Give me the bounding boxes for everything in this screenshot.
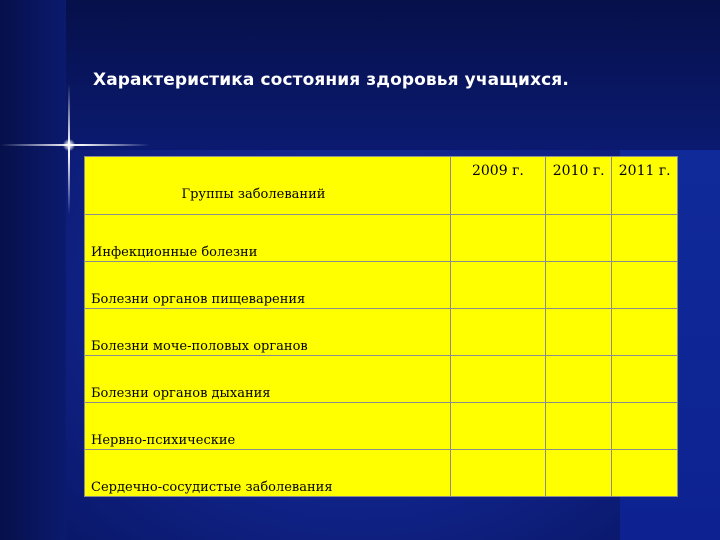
slide-title: Характеристика состояния здоровья учащихся. <box>93 70 569 90</box>
row-label: Болезни органов пищеварения <box>85 262 451 309</box>
left-strip <box>0 0 66 540</box>
sparkle-horizontal <box>0 144 150 146</box>
cell-2010 <box>545 356 611 403</box>
header-group-cell: Группы заболеваний <box>85 157 451 215</box>
cell-2009 <box>450 215 545 262</box>
cell-2010 <box>545 450 611 497</box>
cell-2011 <box>612 450 678 497</box>
row-label: Болезни органов дыхания <box>85 356 451 403</box>
cell-2011 <box>612 215 678 262</box>
table-header-row <box>85 157 678 215</box>
cell-2010 <box>545 403 611 450</box>
cell-2011 <box>612 403 678 450</box>
header-year-2010: 2010 г. <box>545 157 611 215</box>
cell-2011 <box>612 309 678 356</box>
cell-2010 <box>545 309 611 356</box>
cell-2010 <box>545 215 611 262</box>
cell-2009 <box>450 309 545 356</box>
header-year-2011: 2011 г. <box>612 157 678 215</box>
table-row <box>85 262 678 309</box>
table-row <box>85 450 678 497</box>
table-row <box>85 215 678 262</box>
cell-2009 <box>450 450 545 497</box>
sparkle-star-icon <box>63 139 75 151</box>
table-row <box>85 403 678 450</box>
row-label: Нервно-психические <box>85 403 451 450</box>
table-row <box>85 309 678 356</box>
cell-2009 <box>450 356 545 403</box>
row-label: Болезни моче-половых органов <box>85 309 451 356</box>
cell-2009 <box>450 403 545 450</box>
table-row <box>85 356 678 403</box>
cell-2011 <box>612 262 678 309</box>
cell-2010 <box>545 262 611 309</box>
row-label: Инфекционные болезни <box>85 215 451 262</box>
row-label: Сердечно-сосудистые заболевания <box>85 450 451 497</box>
cell-2009 <box>450 262 545 309</box>
header-year-2009: 2009 г. <box>450 157 545 215</box>
cell-2011 <box>612 356 678 403</box>
health-table <box>84 156 678 497</box>
